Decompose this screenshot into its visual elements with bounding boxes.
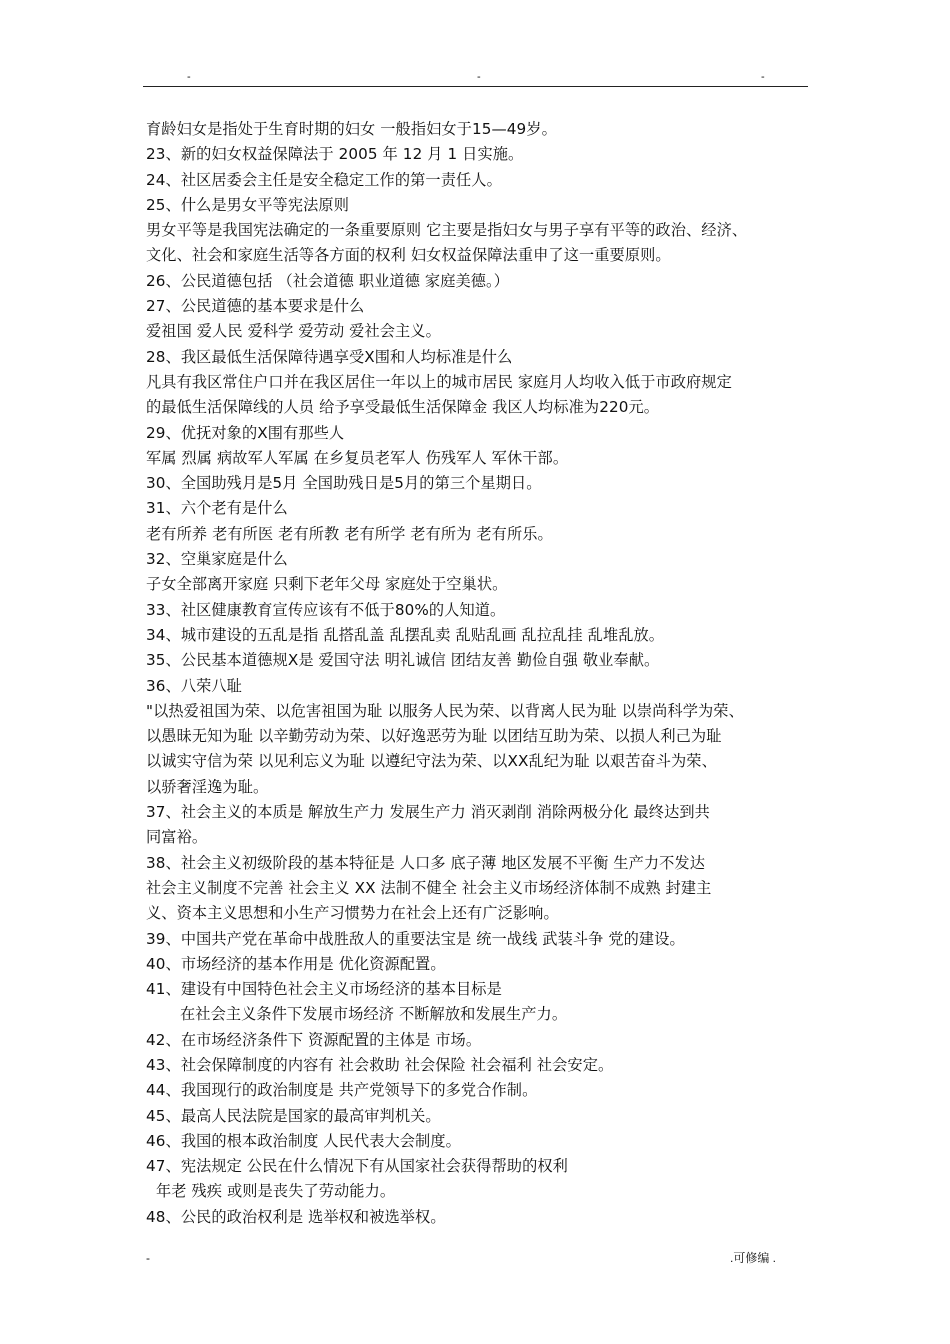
text-line: 文化、社会和家庭生活等各方面的权利 妇女权益保障法重申了这一重要原则。 (146, 246, 671, 265)
text-line: 41、建设有中国特色社会主义市场经济的基本目标是 (146, 980, 502, 999)
text-line: 46、我国的根本政治制度 人民代表大会制度。 (146, 1131, 461, 1150)
text-line: 40、市场经济的基本作用是 优化资源配置。 (146, 954, 446, 973)
text-line: 31、六个老有是什么 (146, 499, 288, 518)
text-line: 44、我国现行的政治制度是 共产党领导下的多党合作制。 (146, 1081, 538, 1100)
text-line: 27、公民道德的基本要求是什么 (146, 297, 365, 316)
header-right-mark: - (761, 71, 765, 83)
text-line: 在社会主义条件下发展市场经济 不断解放和发展生产力。 (180, 1005, 568, 1024)
text-line: 育龄妇女是指处于生育时期的妇女 一般指妇女于15—49岁。 (146, 120, 557, 138)
text-line: 以诚实守信为荣 以见利忘义为耻 以遵纪守法为荣、以XX乱纪为耻 以艰苦奋斗为荣、 (146, 752, 717, 771)
text-line: 28、我区最低生活保障待遇享受X围和人均标准是什么 (146, 347, 513, 366)
text-line: 25、什么是男女平等宪法原则 (146, 195, 349, 214)
text-line: 45、最高人民法院是国家的最高审判机关。 (146, 1106, 441, 1125)
text-line: 26、公民道德包括 （社会道德 职业道德 家庭美德。） (146, 271, 510, 290)
text-line: 37、社会主义的本质是 解放生产力 发展生产力 消灭剥削 消除两极分化 最终达到共 (146, 803, 710, 822)
text-line: 36、八荣八耻 (146, 676, 242, 695)
text-line: 33、社区健康教育宣传应该有不低于80%的人知道。 (146, 600, 506, 619)
text-line: 43、社会保障制度的内容有 社会救助 社会保险 社会福利 社会安定。 (146, 1055, 614, 1074)
text-line: 48、公民的政治权利是 选举权和被选举权。 (146, 1207, 446, 1226)
text-line: 39、中国共产党在革命中战胜敌人的重要法宝是 统一战线 武装斗争 党的建设。 (146, 929, 685, 948)
document-body (146, 117, 818, 1230)
text-line: 42、在市场经济条件下 资源配置的主体是 市场。 (146, 1030, 482, 1049)
header-center-mark: - (477, 71, 481, 83)
footer-left-mark: - (146, 1251, 150, 1265)
text-line: 老有所养 老有所医 老有所教 老有所学 老有所为 老有所乐。 (146, 524, 553, 543)
text-line: 子女全部离开家庭 只剩下老年父母 家庭处于空巢状。 (146, 575, 508, 594)
page-header (143, 70, 808, 87)
header-left-mark: - (187, 71, 191, 83)
text-line: 凡具有我区常住户口并在我区居住一年以上的城市居民 家庭月人均收入低于市政府规定 (146, 372, 732, 391)
text-line: 年老 残疾 或则是丧失了劳动能力。 (156, 1182, 396, 1201)
text-line: 义、资本主义思想和小生产习惯势力在社会上还有广泛影响。 (146, 904, 559, 923)
text-line: 32、空巢家庭是什么 (146, 550, 288, 569)
text-line: 同富裕。 (146, 828, 208, 847)
text-line: 社会主义制度不完善 社会主义 XX 法制不健全 社会主义市场经济体制不成熟 封建主 (146, 878, 712, 897)
text-line: 30、全国助残月是5月 全国助残日是5月的第三个星期日。 (146, 474, 542, 493)
text-line: 的最低生活保障线的人员 给予享受最低生活保障金 我区人均标准为220元。 (146, 398, 660, 417)
text-line: 男女平等是我国宪法确定的一条重要原则 它主要是指妇女与男子享有平等的政治、经济、 (146, 221, 748, 240)
text-line: 34、城市建设的五乱是指 乱搭乱盖 乱摆乱卖 乱贴乱画 乱拉乱挂 乱堆乱放。 (146, 625, 665, 644)
text-line: 以愚昧无知为耻 以辛勤劳动为荣、以好逸恶劳为耻 以团结互助为荣、以损人利己为耻 (146, 727, 722, 746)
text-line: 军属 烈属 病故军人军属 在乡复员老军人 伤残军人 军休干部。 (146, 448, 569, 467)
footer-editable-note: .可修编 . (730, 1251, 777, 1265)
text-line: 35、公民基本道德规X是 爱国守法 明礼诚信 团结友善 勤俭自强 敬业奉献。 (146, 651, 660, 670)
text-line: 29、优抚对象的X围有那些人 (146, 423, 345, 442)
text-line: 爱祖国 爱人民 爱科学 爱劳动 爱社会主义。 (146, 322, 441, 341)
text-line: 24、社区居委会主任是安全稳定工作的第一责任人。 (146, 170, 502, 189)
text-line: 以骄奢淫逸为耻。 (146, 777, 269, 796)
text-line: "以热爱祖国为荣、以危害祖国为耻 以服务人民为荣、以背离人民为耻 以崇尚科学为荣、 (146, 701, 744, 720)
text-line: 47、宪法规定 公民在什么情况下有从国家社会获得帮助的权利 (146, 1157, 568, 1176)
text-line: 38、社会主义初级阶段的基本特征是 人口多 底子薄 地区发展不平衡 生产力不发达 (146, 853, 706, 872)
text-line: 23、新的妇女权益保障法于 2005 年 12 月 1 日实施。 (146, 145, 524, 164)
